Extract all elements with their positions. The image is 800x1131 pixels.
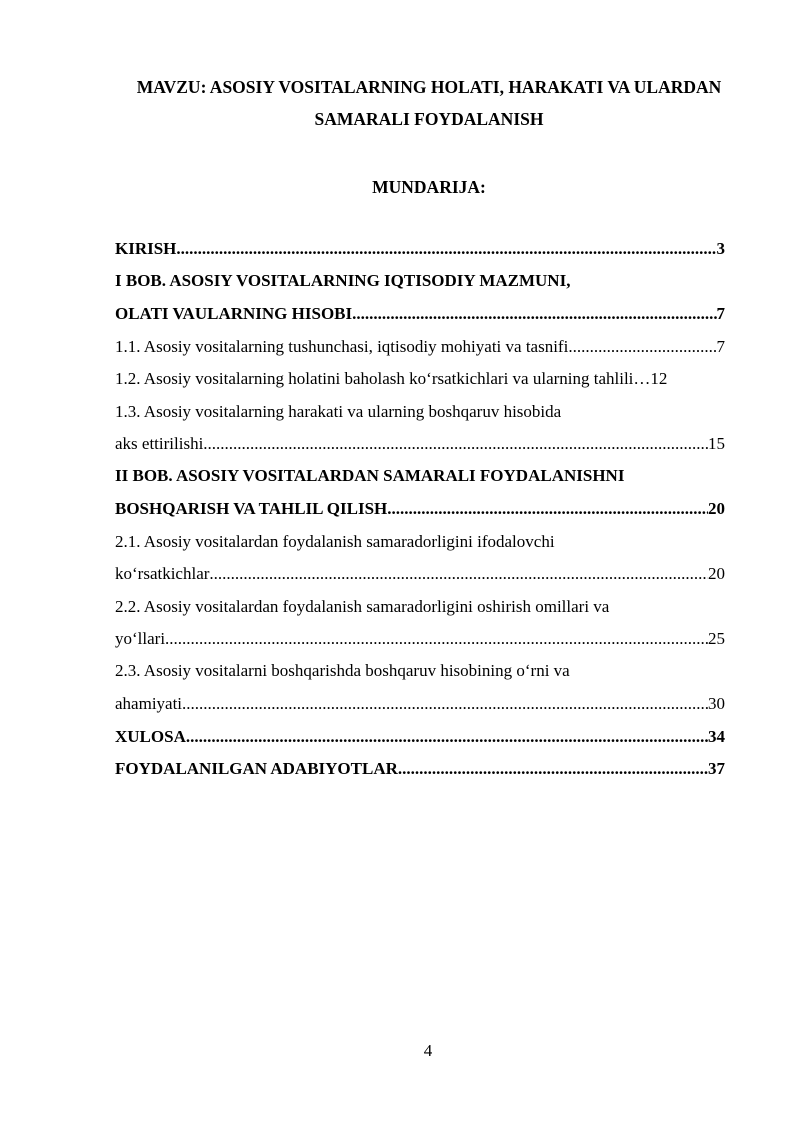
toc-entry-text: 1.3. Asosiy vositalarning harakati va ularning boshqaruv hisobida	[115, 402, 562, 421]
toc-entry-introduction	[115, 238, 725, 260]
toc-entry-text: FOYDALANILGAN ADABIYOTLAR	[115, 759, 398, 778]
toc-entry-page: 34	[708, 727, 725, 746]
contents-heading: MUNDARIJA:	[372, 177, 486, 197]
toc-entry-page: 3	[716, 239, 725, 258]
toc-entry-text: I BOB. ASOSIY VOSITALARNING IQTISODIY MAZMUNI,	[115, 271, 571, 290]
toc-entry-text: ahamiyati	[115, 694, 183, 713]
toc-leader-dots	[568, 336, 716, 358]
toc-entry-text: 1.1. Asosiy vositalarning tushunchasi, iqtisodiy mohiyati va tasnifi	[115, 337, 569, 356]
toc-entry-page: 20	[708, 564, 725, 583]
toc-entry-section-2-1-line-1	[115, 531, 725, 553]
toc-entry-text: XULOSA	[115, 727, 186, 746]
toc-entry-page: 7	[716, 337, 725, 356]
toc-entry-page: 7	[716, 304, 725, 323]
toc-leader-dots	[352, 303, 716, 325]
toc-entry-chapter-1-line-1	[115, 270, 725, 292]
toc-entry-chapter-2-line-2	[115, 498, 725, 520]
toc-entry-page: 30	[708, 694, 725, 713]
toc-entry-section-1-2	[115, 368, 725, 390]
toc-entry-text: aks ettirilishi	[115, 434, 204, 453]
toc-leader-dots	[176, 238, 716, 260]
toc-entry-page: 25	[708, 629, 725, 648]
toc-entry-section-2-2-line-2	[115, 628, 725, 650]
toc-entry-text: 2.2. Asosiy vositalardan foydalanish samaradorligini oshirish omillari va	[115, 597, 610, 616]
toc-entry-text: 1.2. Asosiy vositalarning holatini baholash ko‘rsatkichlari va ularning tahlili…	[115, 369, 651, 388]
toc-entry-page: 12	[650, 369, 668, 388]
toc-entry-section-2-3-line-2	[115, 693, 725, 715]
toc-leader-dots	[182, 693, 708, 715]
toc-entry-page: 20	[708, 499, 725, 518]
toc-entry-text: 2.3. Asosiy vositalarni boshqarishda boshqaruv hisobining o‘rni va	[115, 661, 570, 680]
toc-entry-page: 37	[708, 759, 725, 778]
toc-leader-dots	[387, 498, 708, 520]
toc-entry-text: OLATI VAULARNING HISOBI	[115, 304, 353, 323]
toc-entry-chapter-2-line-1	[115, 465, 725, 487]
toc-leader-dots	[209, 563, 708, 585]
toc-entry-chapter-1-line-2	[115, 303, 725, 325]
page-number: 4	[423, 1041, 433, 1060]
toc-entry-page: 15	[708, 434, 725, 453]
toc-leader-dots	[398, 758, 708, 780]
toc-entry-text: ko‘rsatkichlar	[115, 564, 210, 583]
toc-entry-section-1-1	[115, 336, 725, 358]
toc-leader-dots	[165, 628, 708, 650]
toc-entry-text: KIRISH	[115, 239, 177, 258]
toc-entry-conclusion	[115, 726, 725, 748]
toc-entry-text: BOSHQARISH VA TAHLIL QILISH	[115, 499, 388, 518]
toc-entry-text: yo‘llari	[115, 629, 166, 648]
toc-leader-dots	[186, 726, 708, 748]
toc-entry-text: II BOB. ASOSIY VOSITALARDAN SAMARALI FOYDALANISHNI	[115, 466, 625, 485]
toc-entry-section-2-1-line-2	[115, 563, 725, 585]
toc-entry-section-2-2-line-1	[115, 596, 725, 618]
toc-entry-references	[115, 758, 725, 780]
toc-leader-dots	[203, 433, 708, 455]
toc-entry-text: 2.1. Asosiy vositalardan foydalanish samaradorligini ifodalovchi	[115, 532, 555, 551]
toc-entry-section-1-3-line-1	[115, 401, 725, 423]
document-title-line-2: SAMARALI FOYDALANISH	[314, 109, 544, 129]
toc-entry-section-1-3-line-2	[115, 433, 725, 455]
document-title-line-1: MAVZU: ASOSIY VOSITALARNING HOLATI, HARAKATI VA ULARDAN	[136, 77, 722, 97]
toc-entry-section-2-3-line-1	[115, 660, 725, 682]
